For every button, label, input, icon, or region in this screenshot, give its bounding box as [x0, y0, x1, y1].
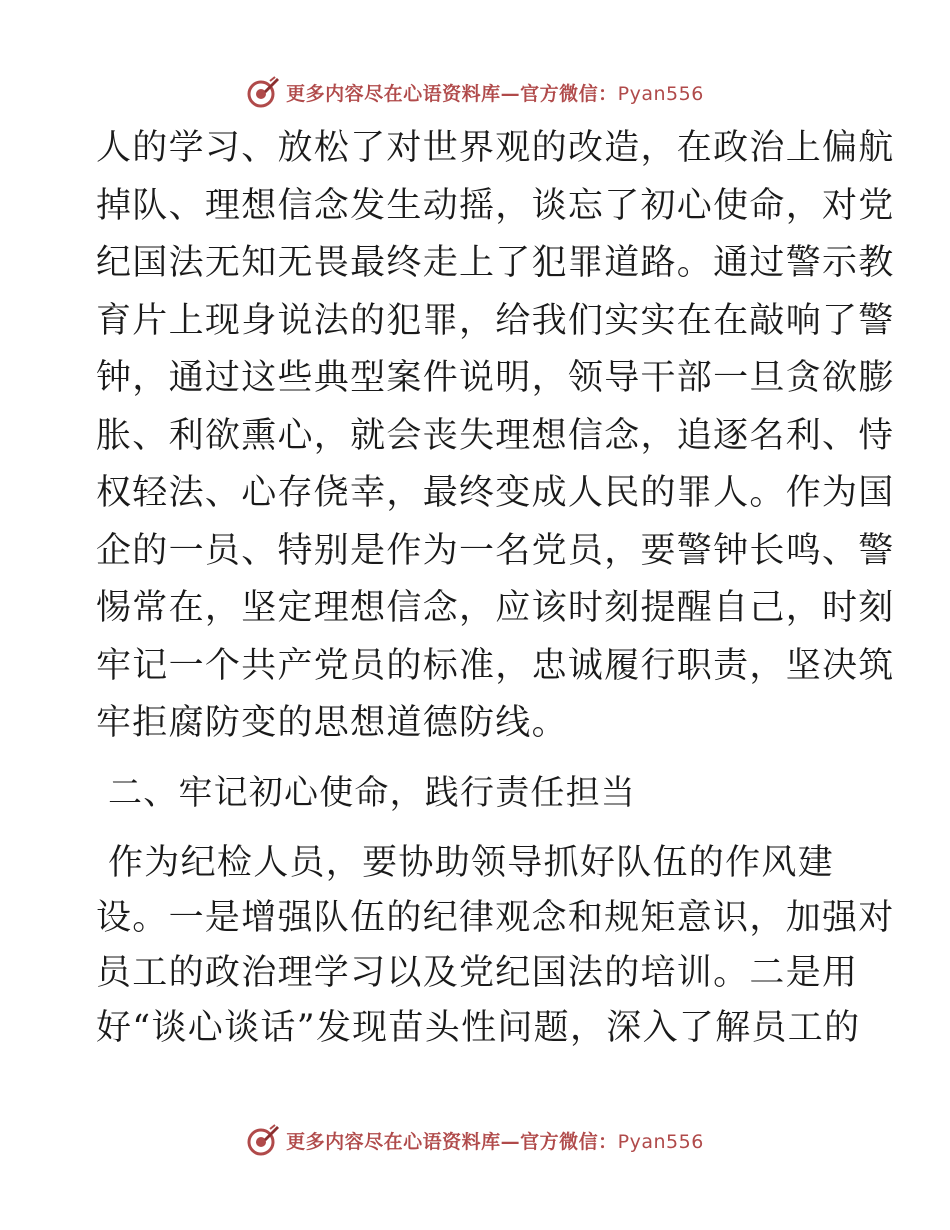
text-line: 育片上现身说法的犯罪，给我们实实在在敲响了警 [96, 300, 895, 341]
watermark-label: 更多内容尽在心语资料库—官方微信：Pyan556 [286, 1130, 704, 1153]
text-line: 好“谈心谈话”发现苗头性问题，深入了解员工的 [96, 1007, 861, 1048]
text-line: 权轻法、心存侥幸，最终变成人民的罪人。作为国 [96, 473, 895, 513]
text-line: 企的一员、特别是作为一名党员，要警钟长鸣、警 [96, 530, 895, 571]
watermark-id: Pyan556 [617, 1130, 704, 1153]
text-line: 设。一是增强队伍的纪律观念和规矩意识，加强对 [96, 897, 895, 938]
document-body [96, 120, 895, 1056]
watermark-label: 更多内容尽在心语资料库—官方微信：Pyan556 [286, 82, 704, 105]
text-line: 钟，通过这些典型案件说明，领导干部一旦贪欲膨 [96, 358, 895, 398]
text-line: 作为纪检人员，要协助领导抓好队伍的作风建 [108, 842, 835, 883]
text-line: 牢记一个共产党员的标准，忠诚履行职责，坚决筑 [96, 645, 895, 686]
watermark-id: Pyan556 [617, 82, 704, 105]
quill-seal-logo-icon [246, 75, 280, 109]
text-line: 纪国法无知无畏最终走上了犯罪道路。通过警示教 [96, 243, 895, 283]
text-line: 惕常在，坚定理想信念，应该时刻提醒自己，时刻 [96, 588, 895, 628]
header-watermark [0, 70, 950, 114]
paragraph-1 [96, 120, 895, 753]
text-line: 牢拒腐防变的思想道德防线。 [96, 703, 568, 743]
text-line: 胀、利欲熏心，就会丧失理想信念，追逐名利、恃 [96, 415, 895, 456]
text-line: 员工的政治理学习以及党纪国法的培训。二是用 [96, 952, 859, 993]
footer-watermark [0, 1118, 950, 1162]
section-heading: 二、牢记初心使命，践行责任担当 [108, 772, 636, 813]
text-line: 人的学习、放松了对世界观的改造，在政治上偏航 [96, 128, 895, 168]
text-line: 掉队、理想信念发生动摇，谈忘了初心使命，对党 [96, 185, 895, 226]
paragraph-2 [96, 836, 895, 1056]
quill-seal-logo-icon [246, 1123, 280, 1157]
